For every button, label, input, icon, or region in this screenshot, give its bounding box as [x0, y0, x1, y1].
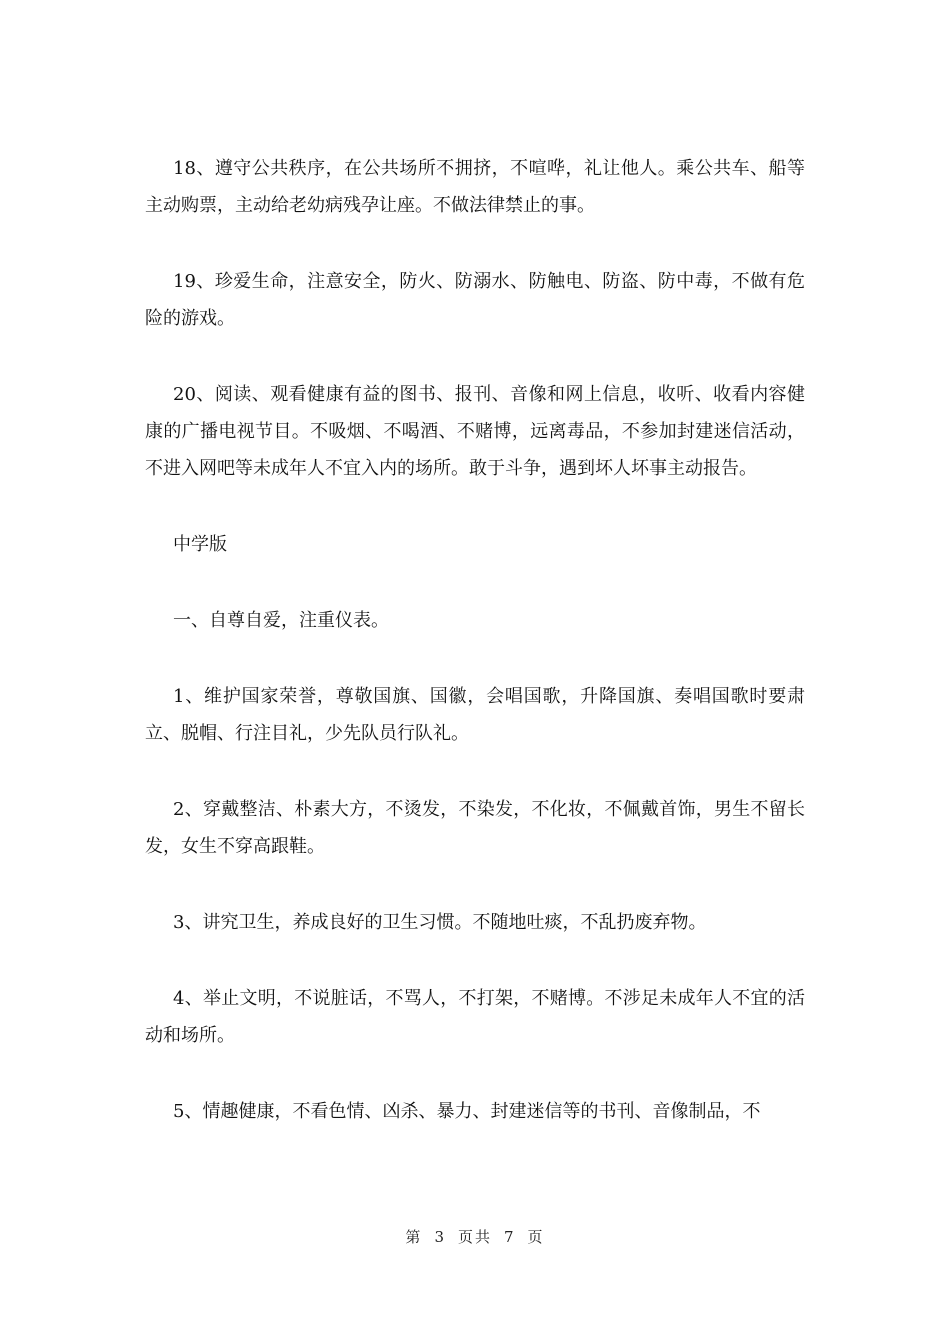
paragraph-2: 2、穿戴整洁、朴素大方，不烫发，不染发，不化妆，不佩戴首饰，男生不留长发，女生不穿高跟鞋。: [145, 799, 805, 857]
paragraph-18: 18、遵守公共秩序，在公共场所不拥挤，不喧哗，礼让他人。乘公共车、船等主动购票，主动给老幼病残孕让座。不做法律禁止的事。: [145, 158, 805, 216]
footer-page-number: 3: [434, 1228, 446, 1246]
footer-prefix: 第: [405, 1228, 423, 1246]
page-footer: [0, 1226, 950, 1247]
footer-middle: 页共: [457, 1228, 492, 1246]
subsection-heading-1: 一、自尊自爱，注重仪表。: [173, 610, 389, 631]
paragraph-5: 5、情趣健康，不看色情、凶杀、暴力、封建迷信等的书刊、音像制品，不: [173, 1101, 761, 1122]
paragraph-1: 1、维护国家荣誉，尊敬国旗、国徽，会唱国歌，升降国旗、奏唱国歌时要肃立、脱帽、行注目礼，少先队员行队礼。: [145, 686, 805, 744]
footer-total-pages: 7: [504, 1228, 516, 1246]
paragraph-20: 20、阅读、观看健康有益的图书、报刊、音像和网上信息，收听、收看内容健康的广播电视节目。不吸烟、不喝酒、不赌博，远离毒品，不参加封建迷信活动，不进入网吧等未成年人不宜入内的场所。敢于斗争，遇到坏人坏事主动报告。: [145, 384, 805, 479]
paragraph-3: 3、讲究卫生，养成良好的卫生习惯。不随地吐痰，不乱扔废弃物。: [173, 912, 707, 933]
paragraph-4: 4、举止文明，不说脏话，不骂人，不打架，不赌博。不涉足未成年人不宜的活动和场所。: [145, 988, 805, 1046]
footer-suffix: 页: [527, 1228, 545, 1246]
document-body: [145, 150, 805, 1169]
paragraph-19: 19、珍爱生命，注意安全，防火、防溺水、防触电、防盗、防中毒，不做有危险的游戏。: [145, 271, 805, 329]
section-heading-middle-school: 中学版: [173, 534, 227, 555]
